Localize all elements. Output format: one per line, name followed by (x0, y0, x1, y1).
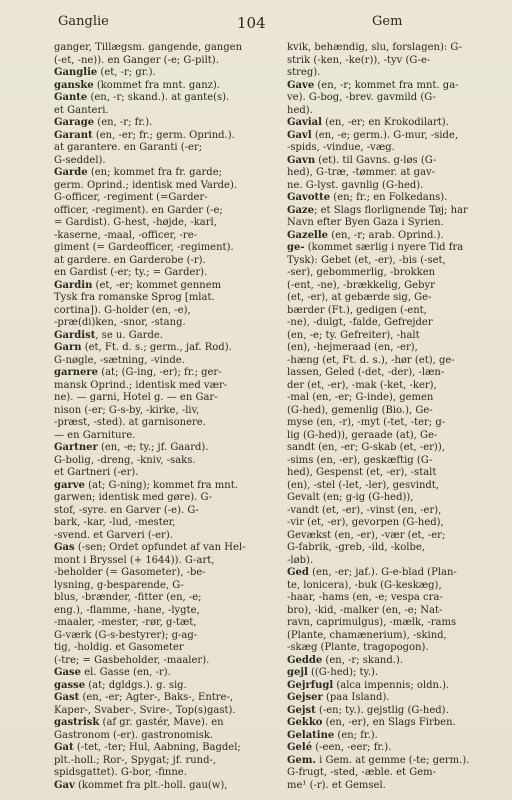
headword: Gast (54, 692, 80, 703)
entry-text: nison (-er; G-s-by, -kirke, -liv, (54, 404, 200, 416)
right-column (287, 42, 512, 792)
dictionary-line (287, 280, 512, 293)
dictionary-line (54, 417, 276, 430)
entry-text: streg). (287, 67, 321, 78)
entry-text: (en; fr.; en Folkedans). (330, 192, 448, 203)
entry-text: blus, -brænder, -fitter (en, -e; (54, 592, 202, 603)
entry-text: te, lonicera), -buk (G-keskæg), (287, 579, 442, 591)
dictionary-line (287, 555, 512, 568)
entry-text: ((G-hed); ty.). (307, 667, 379, 678)
dictionary-line (287, 730, 512, 743)
dictionary-line (287, 180, 512, 193)
entry-text: (af gr. gastér, Mave). en (99, 717, 224, 728)
entry-text: -spids, -vindue, -væg. (287, 142, 395, 153)
entry-text: (alca impennis; oldn.). (333, 679, 450, 691)
entry-text: kvik, behændig, slu, forslagen): G- (287, 42, 462, 53)
dictionary-line (287, 367, 512, 380)
headword: Gavotte (287, 192, 331, 203)
entry-text: (en, -er; en Krokodilart). (321, 117, 449, 128)
entry-text: Gevækst (en, -er), -vær (et, -er; (287, 529, 446, 541)
entry-text: at gardere. en Garderobe (-r). (54, 254, 206, 266)
entry-text: -vandt (et, -er), -vinst (en, -er), (287, 504, 442, 516)
entry-text: (at; (G-ing, -er); fr.; ger- (98, 367, 222, 378)
entry-text: (-een, -eer; fr.). (312, 742, 392, 753)
entry-text: (en), -stel (-let, -ler), gesvindt, (287, 479, 439, 491)
entry-text: -løb). (287, 554, 314, 566)
headword: Gardist (54, 329, 96, 341)
dictionary-line (287, 780, 512, 793)
headword: Gekko (287, 717, 323, 728)
dictionary-line (54, 330, 276, 343)
page-number: 104 (237, 14, 266, 32)
entry-text: garwen; identisk med gøre). G- (54, 492, 213, 503)
entry-text: (-et, -ne)). en Ganger (-e; G-pilt). (54, 54, 219, 66)
entry-text: lassen, Geled (-det, -der), -læn- (287, 367, 445, 378)
dictionary-line (54, 367, 276, 380)
entry-text: et Gartneri (-er). (54, 467, 139, 478)
dictionary-line (54, 667, 276, 680)
dictionary-line (54, 492, 276, 505)
headword: Gardin (54, 279, 93, 291)
dictionary-line (287, 405, 512, 418)
headword: Gas (54, 542, 75, 553)
dictionary-line (54, 192, 276, 205)
dictionary-line (287, 342, 512, 355)
entry-text: (et, -r; gr.). (97, 67, 156, 78)
dictionary-line (287, 292, 512, 305)
entry-text: (-en; ty.). gejstlig (G-hed). (315, 704, 449, 716)
headword: ge- (287, 242, 305, 253)
dictionary-line (287, 705, 512, 718)
left-column (54, 42, 276, 792)
entry-text: Navn efter Byen Gaza i Syrien. (287, 217, 444, 228)
dictionary-line (54, 380, 276, 393)
dictionary-line (287, 330, 512, 343)
headword: Gelé (287, 742, 313, 753)
dictionary-line (54, 405, 276, 418)
dictionary-line (54, 580, 276, 593)
dictionary-line (54, 155, 276, 168)
dictionary-line (287, 267, 512, 280)
entry-text: -skæg (Plante, tragopogon). (287, 642, 429, 653)
dictionary-line (54, 680, 276, 693)
entry-text: -sims (en, -er), geskæftig (G- (287, 454, 433, 466)
entry-text: (-tre; = Gasbeholder, -maaler). (54, 654, 210, 666)
dictionary-line (287, 105, 512, 118)
dictionary-line (287, 630, 512, 643)
entry-text: G-bolig, -dreng, -kniv, -saks. (54, 454, 196, 466)
dictionary-line (54, 392, 276, 405)
headword: Ganglie (54, 67, 98, 78)
headword: Garn (54, 342, 82, 353)
entry-text: ravn, caprimulgus), -mælk, -rams (287, 617, 457, 628)
headword: Gartner (54, 442, 98, 453)
dictionary-line (54, 167, 276, 180)
dictionary-line (54, 242, 276, 255)
entry-text: Tysk fra romanske Sprog [mlat. (54, 292, 215, 303)
dictionary-line (54, 780, 276, 793)
dictionary-line (287, 592, 512, 605)
headword: gasse (54, 679, 86, 691)
dictionary-line (287, 205, 512, 218)
entry-text: Kaper-, Svaber-, Svire-, Top(s)gast). (54, 704, 236, 716)
entry-text: -præ(di)ken, -snor, -stang. (54, 317, 186, 328)
dictionary-line (54, 217, 276, 230)
entry-text: Gevalt (en; g-ig (G-hed)), (287, 492, 414, 503)
dictionary-line (54, 555, 276, 568)
dictionary-line (54, 205, 276, 218)
dictionary-line (287, 492, 512, 505)
entry-text: (en; kommet fra fr. garde; (87, 167, 222, 178)
dictionary-line (287, 530, 512, 543)
dictionary-line (54, 630, 276, 643)
dictionary-line (54, 455, 276, 468)
dictionary-line (287, 80, 512, 93)
headword: gejl (287, 667, 308, 678)
headword: Gejst (287, 704, 316, 716)
entry-text: (en, -e; ty. Gefreiter), -halt (287, 329, 420, 341)
entry-text: -præst, -sted). at garnisonere. (54, 417, 206, 428)
dictionary-line (287, 392, 512, 405)
entry-text: (en, -e; ty.; jf. Gaard). (97, 442, 209, 453)
entry-text: lig (G-hed)), geraade (at), Ge- (287, 429, 438, 441)
dictionary-line (54, 592, 276, 605)
dictionary-line (54, 567, 276, 580)
entry-text: (kommet fra mnt. ganz). (93, 79, 220, 91)
entry-text: sandt (en, -er; G-skab (et, -er)), (287, 442, 445, 453)
entry-text: (G-hed), gemenlig (Bio.), Ge- (287, 404, 433, 416)
headword: garnere (54, 367, 99, 378)
entry-text: (en, -e; germ.). G-mur, -side, (311, 129, 459, 141)
dictionary-line (54, 430, 276, 443)
dictionary-line (54, 292, 276, 305)
dictionary-line (287, 505, 512, 518)
dictionary-line (54, 92, 276, 105)
headword: Gante (54, 92, 88, 103)
dictionary-line (287, 692, 512, 705)
dictionary-line (287, 255, 512, 268)
dictionary-line (54, 717, 276, 730)
dictionary-line (54, 617, 276, 630)
dictionary-line (54, 355, 276, 368)
entry-text: -beholder (= Gasometer), -be- (54, 567, 206, 578)
headword: ganske (54, 79, 94, 91)
dictionary-line (287, 380, 512, 393)
entry-text: strik (-ken, -ke(r)), -tyv (G-e- (287, 54, 431, 66)
dictionary-line (287, 542, 512, 555)
entry-text: hed), G-træ, -tømmer. at gav- (287, 167, 436, 178)
dictionary-line (287, 217, 512, 230)
dictionary-line (54, 105, 276, 118)
dictionary-line (287, 767, 512, 780)
dictionary-line (54, 55, 276, 68)
dictionary-line (287, 617, 512, 630)
header-left-guideword: Ganglie (58, 14, 109, 29)
dictionary-line (287, 742, 512, 755)
dictionary-line (287, 317, 512, 330)
entry-text: G-værk (G-s-bestyrer); g-ag- (54, 629, 198, 641)
entry-text: myse (en, -r), -myt (-tet, -ter; g- (287, 417, 446, 428)
entry-text: me¹ (-r). et Gemsel. (287, 779, 386, 791)
dictionary-line (287, 680, 512, 693)
dictionary-line (287, 467, 512, 480)
dictionary-line (54, 180, 276, 193)
dictionary-line (287, 417, 512, 430)
dictionary-line (54, 67, 276, 80)
entry-text: i Gem. at gemme (-te; germ.). (315, 754, 470, 766)
dictionary-line (54, 655, 276, 668)
dictionary-line (287, 717, 512, 730)
dictionary-line (287, 230, 512, 243)
dictionary-line (287, 192, 512, 205)
headword: Gaze (287, 204, 315, 216)
entry-text: (en, -r; skand.). (322, 654, 404, 666)
dictionary-line (287, 142, 512, 155)
dictionary-line (54, 255, 276, 268)
entry-text: (et, -er; kommet gennem (92, 279, 222, 291)
dictionary-line (54, 730, 276, 743)
dictionary-line (54, 542, 276, 555)
entry-text: (-ent, -ne), -brækkelig, Gebyr (287, 279, 435, 291)
dictionary-line (287, 667, 512, 680)
headword: Gelatine (287, 729, 335, 741)
dictionary-line (287, 167, 512, 180)
entry-text: -kaserne, -maal, -officer, -re- (54, 229, 198, 241)
dictionary-line (54, 505, 276, 518)
dictionary-line (287, 355, 512, 368)
dictionary-line (287, 455, 512, 468)
headword: Gem. (287, 754, 316, 766)
dictionary-line (287, 567, 512, 580)
entry-text: giment (= Gardeofficer, -regiment). (54, 242, 234, 253)
dictionary-line (54, 767, 276, 780)
entry-text: ne. G-lyst. gavnlig (G-hed). (287, 179, 424, 191)
headword: Garant (54, 129, 93, 141)
headword: Gat (54, 742, 74, 753)
headword: Gav (54, 779, 75, 791)
dictionary-line (287, 130, 512, 143)
entry-text: der (et, -er), -mak (-ket, -ker), (287, 379, 437, 391)
header-right-guideword: Gem (372, 14, 403, 29)
entry-text: (et, Ft. d. s.; germ., jaf. Rod). (81, 342, 232, 353)
entry-text: (et, -er), at gebærde sig, Ge- (287, 292, 432, 303)
entry-text: -ne), -dulgt, -falde, Gefrejder (287, 317, 433, 328)
entry-text: (en, -er), en Slags Firben. (322, 717, 456, 728)
dictionary-line (54, 442, 276, 455)
page-header (0, 14, 512, 34)
headword: Garage (54, 117, 95, 128)
entry-text: eng.), -flamme, -hane, -lygte, (54, 604, 200, 616)
dictionary-line (54, 755, 276, 768)
dictionary-line (54, 305, 276, 318)
dictionary-line (287, 305, 512, 318)
entry-text: (en, -er; fr.; germ. Oprind.). (92, 129, 235, 141)
entry-text: -mal (en, -er; G-inde), gemen (287, 392, 434, 403)
entry-text: mont i Bryssel (+ 1644)). G-art, (54, 554, 215, 566)
entry-text: at garantere. en Garanti (-er; (54, 142, 203, 153)
entry-text: officer, -regiment). en Garder (-e; (54, 204, 223, 216)
headword: Gejrfugl (287, 679, 334, 691)
dictionary-line (54, 480, 276, 493)
entry-text: cortina]). G-holder (en, -e), (54, 304, 191, 316)
entry-text: -vir (et, -er), gevorpen (G-hed), (287, 517, 444, 528)
entry-text: mansk Oprind.; identisk med vær- (54, 379, 228, 391)
entry-text: spidsgattet). G-bor, -finne. (54, 767, 187, 778)
dictionary-line (54, 42, 276, 55)
dictionary-line (287, 42, 512, 55)
dictionary-line (54, 230, 276, 243)
dictionary-line (54, 692, 276, 705)
dictionary-line (54, 530, 276, 543)
headword: Gave (287, 79, 315, 91)
headword: Gejser (287, 692, 323, 703)
headword: Ged (287, 567, 309, 578)
entry-text: ne). — garni, Hotel g. — en Gar- (54, 392, 218, 403)
entry-text: (kommet særlig i nyere Tid fra (304, 242, 464, 253)
entry-text: -haar, -hams (en, -e; vespa cra- (287, 592, 443, 603)
headword: Garde (54, 167, 88, 178)
dictionary-line (54, 80, 276, 93)
dictionary-line (54, 605, 276, 618)
dictionary-line (54, 280, 276, 293)
dictionary-line (287, 442, 512, 455)
dictionary-line (54, 642, 276, 655)
dictionary-line (287, 117, 512, 130)
dictionary-line (287, 605, 512, 618)
entry-text: (et). til Gavns. g-løs (G- (315, 154, 437, 166)
entry-text: plt.-holl.; Ror-, Spygat; jf. rund-, (54, 754, 217, 766)
dictionary-line (287, 67, 512, 80)
dictionary-line (54, 467, 276, 480)
entry-text: et Ganteri. (54, 104, 109, 116)
dictionary-line (54, 705, 276, 718)
entry-text: hed), Gespenst (et, -er), -stalt (287, 467, 437, 478)
entry-text: bærder (Ft.), gedigen (-ent, (287, 304, 427, 316)
entry-text: G-officer, -regiment (=Garder- (54, 192, 208, 203)
entry-text: bark, -kar, -lud, -mester, (54, 517, 176, 528)
entry-text: (-tet, -ter; Hul, Aabning, Bagdel; (73, 742, 241, 753)
dictionary-line (54, 742, 276, 755)
dictionary-line (54, 342, 276, 355)
dictionary-line (54, 142, 276, 155)
entry-text: , se u. Garde. (95, 329, 163, 341)
dictionary-line (54, 317, 276, 330)
entry-text: Gastronom (-er). gastronomisk. (54, 729, 214, 741)
entry-text: ; et Slags florlignende Tøj; har (314, 204, 468, 216)
entry-text: hed). (287, 104, 313, 116)
dictionary-line (54, 267, 276, 280)
entry-text: (en, -r; skand.). at gante(s). (87, 92, 230, 103)
dictionary-line (287, 517, 512, 530)
entry-text: -hæng (et, Ft. d. s.), -hør (et), ge- (287, 354, 455, 366)
dictionary-line (287, 580, 512, 593)
entry-text: (en, -er; Agter-, Baks-, Entre-, (79, 692, 234, 703)
entry-text: germ. Oprind.; identisk med Varde). (54, 179, 238, 191)
entry-text: -svend. et Garveri (-er). (54, 529, 173, 541)
dictionary-line (287, 755, 512, 768)
dictionary-line (287, 55, 512, 68)
dictionary-line (287, 642, 512, 655)
entry-text: el. Gasse (en, -r). (81, 667, 171, 678)
dictionary-line (54, 517, 276, 530)
entry-text: bro), -kid, -malker (en, -e; Nat- (287, 604, 443, 616)
entry-text: tig, -holdig. et Gasometer (54, 642, 184, 653)
entry-text: (at; G-ning); kommet fra mnt. (84, 479, 238, 491)
entry-text: G-seddel). (54, 154, 106, 166)
entry-text: (en, -r; fr.). (94, 117, 153, 128)
headword: Gavl (287, 129, 312, 141)
dictionary-line (287, 430, 512, 443)
entry-text: (kommet fra plt.-holl. gau(w), (74, 779, 228, 791)
entry-text: (at; dgldgs.). g. sig. (85, 679, 187, 691)
headword: Gase (54, 667, 82, 678)
entry-text: G-frugt, -sted, -æble. et Gem- (287, 767, 436, 778)
dictionary-line (54, 130, 276, 143)
entry-text: ve). G-bog, -brev. gavmild (G- (287, 92, 436, 103)
headword: Gavn (287, 154, 316, 166)
headword: Gedde (287, 654, 323, 666)
entry-text: (en, -r; kommet fra mnt. ga- (314, 79, 459, 91)
entry-text: en Gardist (-er; ty.; = Garder). (54, 267, 208, 278)
entry-text: -ser), gebommerlig, -brokken (287, 267, 436, 278)
entry-text: (en, -r; arab. Oprind.). (328, 229, 444, 241)
entry-text: (en), -hejmeraad (en, -er), (287, 342, 418, 353)
entry-text: — en Garniture. (54, 429, 136, 441)
entry-text: = Gardist). G-hest, -højde, -karl, (54, 217, 217, 228)
dictionary-line (287, 480, 512, 493)
dictionary-line (54, 117, 276, 130)
headword: Gavial (287, 117, 322, 128)
entry-text: (en, -er; jaf.). G-e-blad (Plan- (308, 567, 457, 578)
entry-text: -maaler, -mester, -rør, g-tæt, (54, 617, 197, 628)
entry-text: G-fabrik, -greb, -ild, -kolbe, (287, 542, 425, 553)
entry-text: (-sen; Ordet opfundet af van Hel- (74, 542, 246, 553)
entry-text: (en; fr.). (334, 729, 378, 741)
entry-text: ganger, Tillægsm. gangende, gangen (54, 42, 243, 53)
entry-text: Tysk): Gebet (et, -er), -bis (-set, (287, 254, 446, 266)
dictionary-line (287, 655, 512, 668)
entry-text: (paa Island). (322, 692, 390, 703)
headword: garve (54, 479, 85, 491)
entry-text: lysning, g-besparende, G- (54, 579, 184, 591)
dictionary-line (287, 92, 512, 105)
dictionary-line (287, 242, 512, 255)
entry-text: (Plante, chamænerium), -skind, (287, 629, 447, 641)
entry-text: G-nøgle, -sætning, -vinde. (54, 354, 185, 366)
entry-text: stof, -syre. en Garver (-e). G- (54, 504, 199, 516)
dictionary-line (287, 155, 512, 168)
headword: Gazelle (287, 229, 329, 241)
headword: gastrisk (54, 717, 100, 728)
